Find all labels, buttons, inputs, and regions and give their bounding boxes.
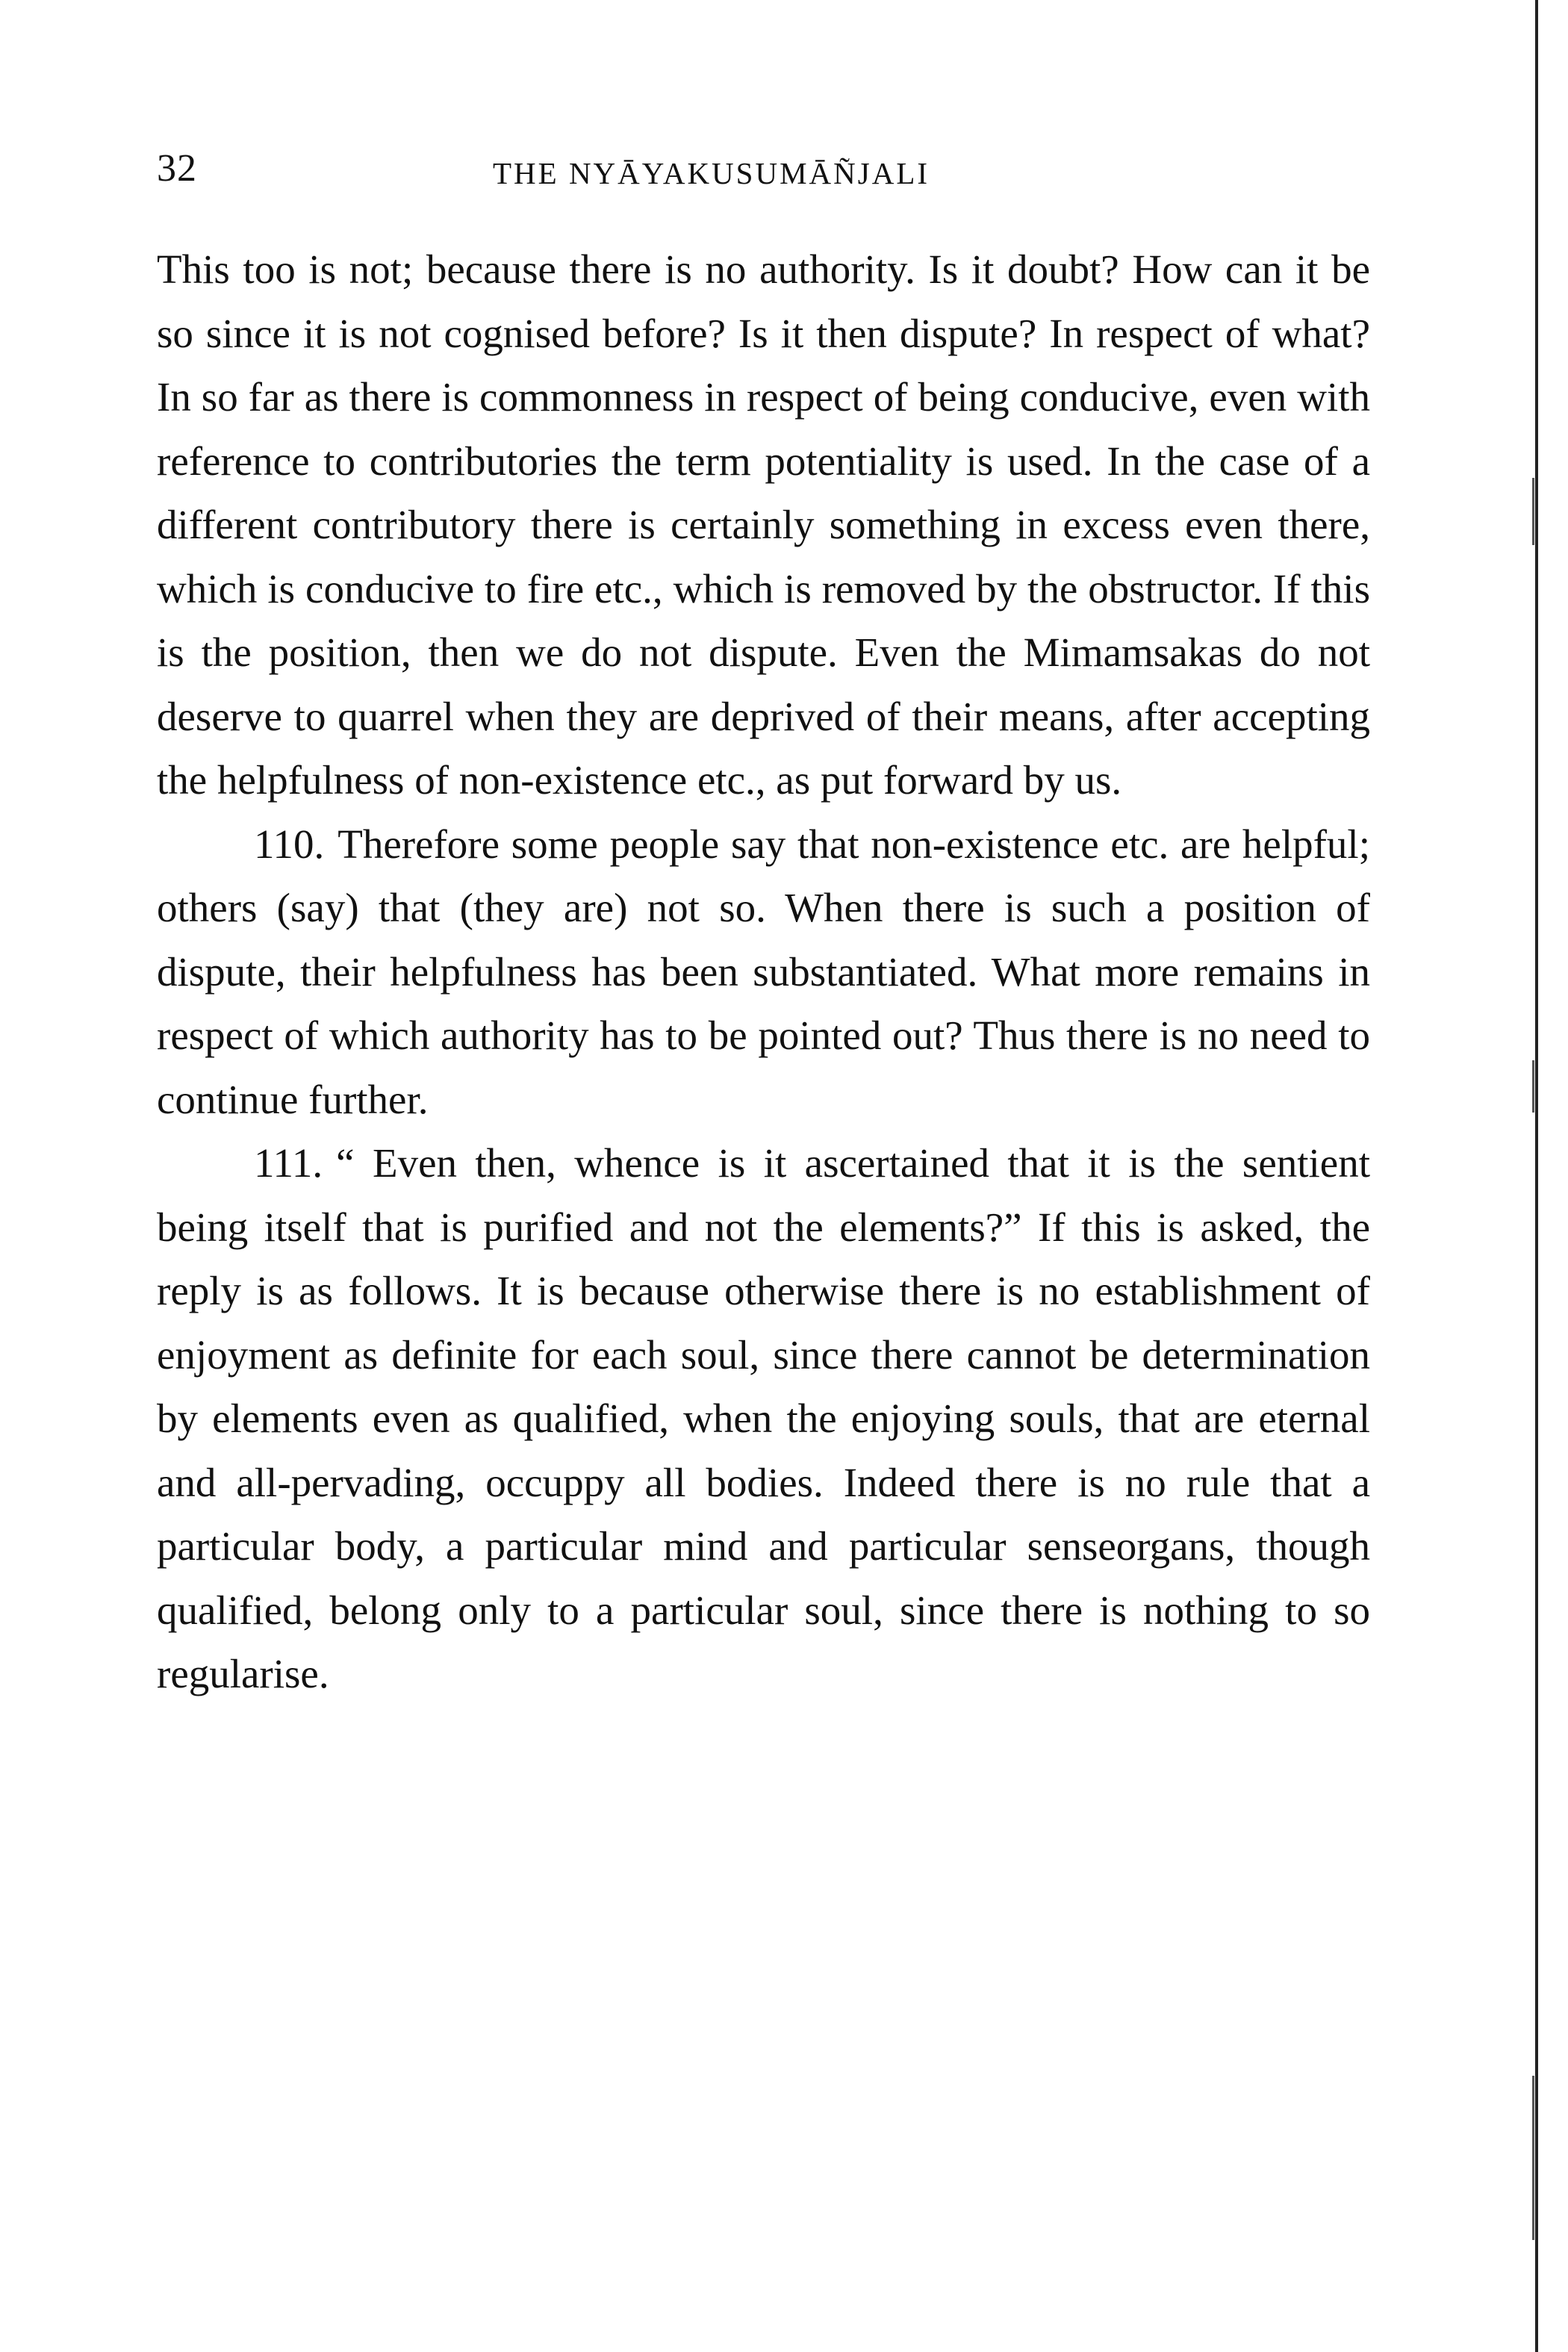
paragraph-111 (157, 1131, 1370, 1706)
body-text (157, 237, 1370, 1706)
paragraph-110 (157, 812, 1370, 1132)
page-number: 32 (157, 147, 197, 190)
page-edge-mark (1532, 1060, 1534, 1113)
paragraph-number: 110. (254, 821, 325, 867)
page-edge-mark (1532, 478, 1534, 545)
running-title: THE NYĀYAKUSUMĀÑJALI (493, 156, 930, 190)
page-header (157, 146, 1396, 199)
paragraph-text: Therefore some people say that non-existence etc. are helpful; others (say) that (they are) not so. When there is such a position of dispute, their helpfulness has been substantiated. What more remains in respect of which authority has to be pointed out? Thus there is no need to continue further. (157, 821, 1370, 1122)
page-edge-shadow (1535, 0, 1538, 2352)
paragraph-text: This too is not; because there is no authority. Is it doubt? How can it be so since it is not cognised before? Is it then dispute? In respect of what? In so far as there is commonness in respect of being conducive, even with reference to contributories the term potentiality is used. In the case of a different contributory there is certainly something in excess even there, which is conducive to fire etc., which is removed by the obstructor. If this is the position, then we do not dispute. Even the Mimamsakas do not deserve to quarrel when they are deprived of their means, after accepting the helpfulness of non-existence etc., as put forward by us. (157, 246, 1370, 803)
paragraph-text: “ Even then, whence is it ascertained that it is the sentient being itself that is purified and not the elements?” If this is asked, the reply is as follows. It is because otherwise there is no establishment of enjoyment as definite for each soul, since there cannot be determination by elements even as qualified, when the enjoying souls, that are eternal and all-pervading, occuppy all bodies. Indeed there is no rule that a particular body, a particular mind and particular senseorgans, though qualified, belong only to a particular soul, since there is nothing to so regularise. (157, 1140, 1370, 1696)
paragraph-number: 111. (254, 1140, 323, 1186)
page-edge-mark (1532, 2076, 1534, 2240)
paragraph-continued (157, 237, 1370, 812)
